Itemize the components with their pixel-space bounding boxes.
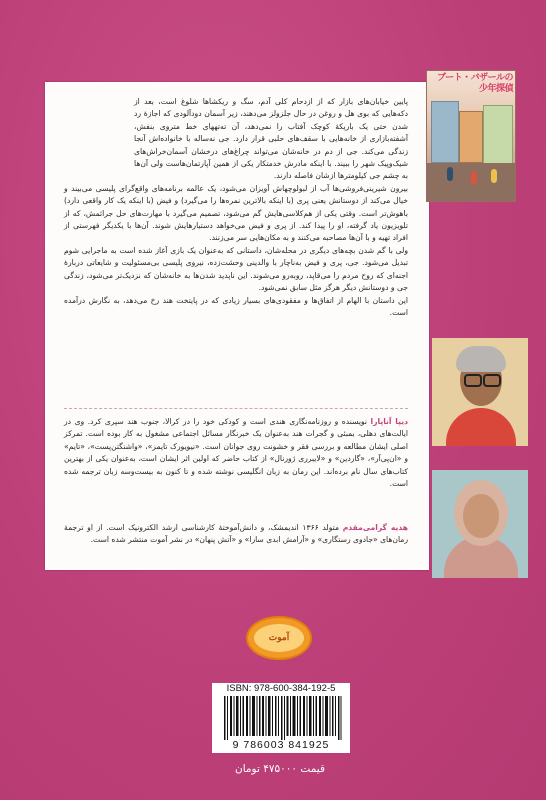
summary-paragraph: پایین خیابان‌های بازار که از ازدحام کلی آدم، سگ و ریکشاها شلوغ است، بعد از دکه‌هایی که بوی هل و روغن در حال جلزولز می‌دهند، زیر آسمان دودآلودی که اجازهٔ رد شدن حتی یک باریکهٔ کوچک آفتاب را نمی‌دهد، آن ته‌تههای خط متروی بنفش، آشفته‌بازاری از خانه‌هایی با سقف‌های حلبی قرار دارد. جی نه‌ساله با خانواده‌اش آنجا زندگی می‌کند. جی از دم در خانه‌شان می‌تواند چراغ‌های درخشان آسمان‌خراش‌های شیک‌وپیک شهر را ببیند. با اینکه مادرش خدمتکار یکی از همین آپارتمان‌هاست ولی آن‌ها به چشم جی کیلومترها ازشان فاصله دارند. (134, 97, 408, 181)
summary-paragraph: ولی با گم شدن بچه‌های دیگری در محله‌شان، داستانی که به‌عنوان یک بازی آغاز شده است به ماجرایی شوم تبدیل می‌شود. جی، پری و فیض به‌ناچار با والدینی وحشت‌زده، نیروی پلیسی بی‌مسئولیت و شایعاتی دربارهٔ اجنه‌ای که روح مردم را می‌قاپد، روبه‌رو می‌شوند. این ناپدید شدن‌ها به خانه‌شان که نزدیک‌تر می‌شود، زندگی جی و دوستانش دیگر هرگز مثل سابق نمی‌شود. (64, 245, 408, 293)
barcode-icon (224, 696, 342, 740)
publisher-logo-text: آموت (254, 624, 304, 652)
thumbnail-title: ブート・バザールの少年探偵 (436, 73, 513, 94)
isbn-label: ISBN: 978-600-384-192-5 (226, 683, 336, 694)
author-name: دیپا آناپارا (370, 417, 408, 426)
summary-paragraph: این داستان با الهام از اتفاق‌ها و مفقودی‌های بسیار زیادی که در پایتخت هند رخ می‌دهد، به نگارش درآمده است. (64, 295, 408, 317)
translator-bio-text: متولد ۱۳۶۶ اندیمشک، و دانش‌آموختهٔ کارشناسی ارشد الکترونیک است. از او ترجمهٔ رمان‌های «جادوی رستگاری» و «آرامش ابدی سارا» و «آتش پنهان» در نشر آموت منتشر شده است. (64, 523, 408, 545)
translator-photo (432, 470, 528, 578)
author-photo (432, 338, 528, 446)
author-bio (64, 416, 408, 490)
section-divider (64, 408, 408, 409)
translator-bio (64, 522, 408, 547)
illustration-building (431, 101, 459, 163)
illustration-figure (447, 167, 453, 181)
price-label: قیمت ۴۷۵۰۰۰ تومان (235, 763, 325, 775)
illustration-figure (491, 169, 497, 183)
cover-illustration (426, 70, 516, 202)
publisher-logo (246, 616, 312, 660)
translator-name: هدیه گرامی‌مقدم (342, 523, 408, 532)
illustration-building (483, 105, 513, 165)
author-bio-text: نویسنده و روزنامه‌نگاری هندی است و کودکی خود را در کرالا، جنوب هند سپری کرد. وی در ایالت‌های دهلی، بمبئی و گجرات هند به‌عنوان یک خبرنگار مسائل اجتماعی مشغول به کار بوده است. تمرکز اصلی ایشان مطالعه و بررسی فقر و خشونت روی جوانان است. «نیویورک تایمز»، «واشنگتن‌پست»، «تایم» و «ان‌پی‌آر»، «گاردین» و «لایبرری ژورنال» از کتاب حاضر که اولین اثر ایشان است، به‌عنوان یکی از بهترین کتاب‌های سال نام برده‌اند. این رمان به زبان انگلیسی نوشته شده و تا کنون به بیست‌وسه زبان ترجمه شده است. (64, 417, 408, 489)
summary-paragraph: بیرون شیرینی‌فروشی‌ها آب از لبولوچهاش آویزان می‌شود، یک عالمه برنامه‌های واقع‌گرای پلیسی می‌بیند و خیال می‌کند از دوستانش یعنی پری (با اینکه بالاترین نمره‌ها را می‌گیرد) و فیض (با اینکه یک کار واقعی دارد) باهوش‌تر است. وقتی یکی از هم‌کلاسی‌هایش گم می‌شود، تصمیم می‌گیرد با مهارت‌های حل جرائمش، که از تلویزیون یاد گرفته، او را پیدا کند. از پری و فیض می‌خواهد دستیارهایش شوند. آن‌ها با یکدیگر فهرستی از افراد تهیه و با آن‌ها مصاحبه می‌کنند و به مکان‌هایی سر می‌زنند. (64, 183, 408, 243)
barcode-digits: 9 786003 841925 (232, 739, 330, 751)
illustration-figure (471, 171, 477, 185)
book-summary (64, 96, 408, 319)
barcode-box (212, 683, 350, 753)
illustration-building (459, 111, 483, 163)
